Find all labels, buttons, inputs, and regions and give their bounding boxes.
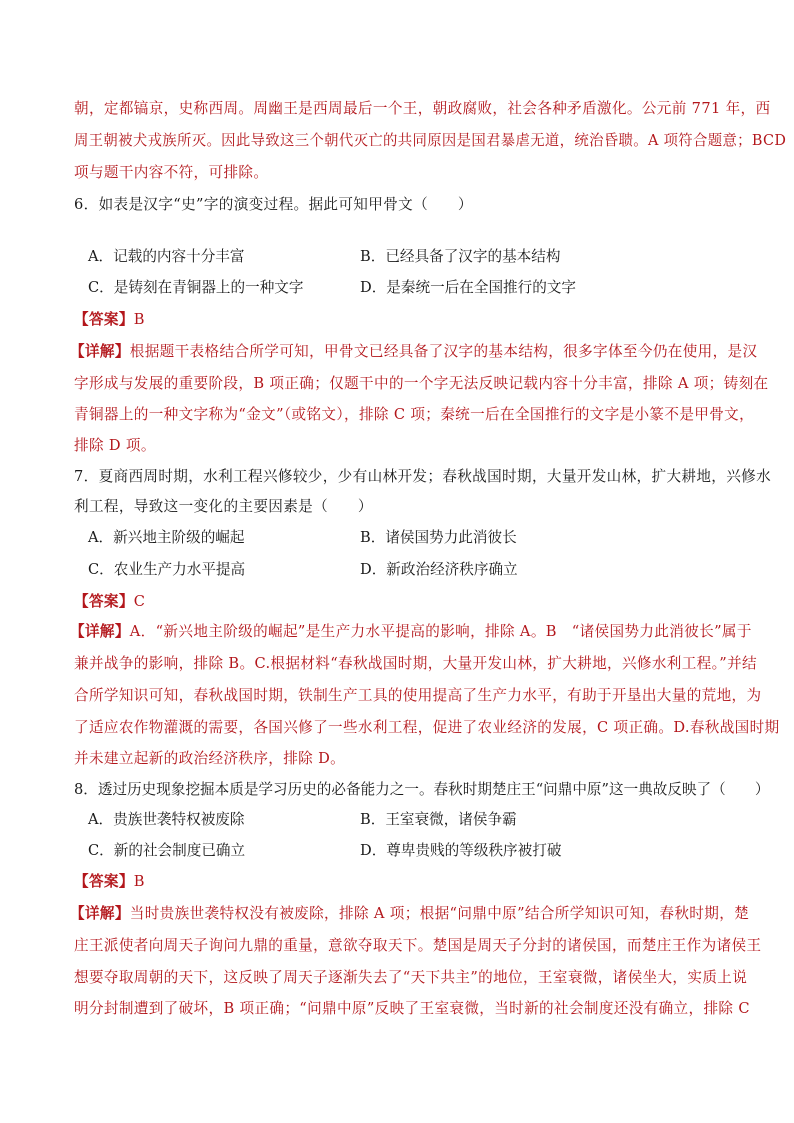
q7-detail-line: 了适应农作物灌溉的需要，各国兴修了一些水利工程，促进了农业经济的发展，C 项正确。D.春秋战国时期 [74, 719, 780, 736]
detail-text: 当时贵族世袭特权没有被废除，排除 A 项；根据“问鼎中原”结合所学知识可知，春秋时期，楚 [129, 905, 750, 922]
q6-detail-line: 青铜器上的一种文字称为“金文”（或铭文），排除 C 项；秦统一后在全国推行的文字是小篆不是甲骨文， [74, 406, 755, 423]
detail-tag: 【详解】 [70, 905, 130, 922]
q7-option-d: D．新政治经济秩序确立 [360, 561, 518, 578]
explanation-line: 项与题干内容不符，可排除。 [74, 164, 269, 181]
question-7-stem: 7．夏商西周时期，水利工程兴修较少，少有山林开发；春秋战国时期，大量开发山林，扩大耕地，兴修水 [74, 468, 772, 485]
q7-detail-line: 合所学知识可知，春秋战国时期，铁制生产工具的使用提高了生产力水平，有助于开垦出大量的荒地，为 [74, 687, 762, 704]
q8-detail-line: 明分封制遭到了破坏，B 项正确；“问鼎中原”反映了王室衰微，当时新的社会制度还没有确立，排除 C [74, 1000, 750, 1017]
detail-tag: 【详解】 [70, 623, 130, 640]
answer-value: B [133, 873, 145, 890]
q8-detail-line: 庄王派使者向周天子询问九鼎的重量，意欲夺取天下。楚国是周天子分封的诸侯国，而楚庄王作为诸侯王 [74, 937, 762, 954]
explanation-line: 周王朝被犬戎族所灭。因此导致这三个朝代灭亡的共同原因是国君暴虐无道，统治昏聩。A 项符合题意；BCD [74, 132, 787, 149]
answer-tag: 【答案】 [74, 873, 134, 890]
detail-text: 根据题干表格结合所学可知，甲骨文已经具备了汉字的基本结构，很多字体至今仍在使用，是汉 [129, 343, 758, 360]
q6-answer [74, 310, 722, 330]
q7-option-b: B．诸侯国势力此消彼长 [360, 529, 517, 546]
answer-value: C [133, 593, 146, 610]
answer-tag: 【答案】 [74, 311, 134, 328]
q8-answer [74, 872, 722, 892]
q6-option-c: C．是铸刻在青铜器上的一种文字 [88, 279, 304, 296]
q7-option-c: C．农业生产力水平提高 [88, 561, 246, 578]
answer-tag: 【答案】 [74, 593, 134, 610]
q7-answer [74, 592, 722, 612]
q7-detail-line: 并未建立起新的政治经济秩序，排除 D。 [74, 750, 346, 767]
question-8-stem: 8．透过历史现象挖掘本质是学习历史的必备能力之一。春秋时期楚庄王“问鼎中原”这一典故反映了（ ） [74, 781, 770, 798]
q8-option-a: A．贵族世袭特权被废除 [88, 811, 245, 828]
detail-text: A．“新兴地主阶级的崛起”是生产力水平提高的影响，排除 A。B “诸侯国势力此消彼长”属于 [129, 623, 752, 640]
q7-option-a: A．新兴地主阶级的崛起 [88, 529, 245, 546]
q6-detail-line: 排除 D 项。 [74, 437, 156, 454]
q7-detail-line [70, 622, 752, 642]
q8-detail-line: 想要夺取周朝的天下，这反映了周天子逐渐失去了“天下共主”的地位，王室衰微，诸侯坐大，实质上说 [74, 969, 748, 986]
q7-detail-line [74, 654, 757, 674]
q8-option-b: B．王室衰微，诸侯争霸 [360, 811, 517, 828]
q6-option-b: B．已经具备了汉字的基本结构 [360, 248, 561, 265]
q8-detail-line [70, 904, 750, 924]
q6-option-d: D．是秦统一后在全国推行的文字 [360, 279, 577, 296]
q8-option-c: C．新的社会制度已确立 [88, 842, 246, 859]
q8-option-d: D．尊卑贵贱的等级秩序被打破 [360, 842, 562, 859]
question-6-stem: 6．如表是汉字“史”字的演变过程。据此可知甲骨文（ ） [74, 196, 473, 213]
q6-option-a: A．记载的内容十分丰富 [88, 248, 245, 265]
detail-text: 大量开发山林，扩大耕地，兴修水利工程。”并结 [442, 655, 757, 672]
question-7-stem: 利工程，导致这一变化的主要因素是（ ） [74, 498, 373, 515]
q6-detail-line: 字形成与发展的重要阶段，B 项正确；仅题干中的一个字无法反映记载内容十分丰富，排除 A 项；铸刻在 [74, 375, 769, 392]
detail-quote: “春秋战国时期， [330, 655, 443, 672]
detail-tag: 【详解】 [70, 343, 130, 360]
detail-text: 兼并战争的影响，排除 B。C.根据材料 [74, 655, 331, 672]
answer-value: B [133, 311, 145, 328]
q6-detail-line [70, 342, 758, 362]
explanation-line: 朝，定都镐京，史称西周。周幽王是西周最后一个王，朝政腐败，社会各种矛盾激化。公元前 771 年，西 [74, 100, 771, 117]
